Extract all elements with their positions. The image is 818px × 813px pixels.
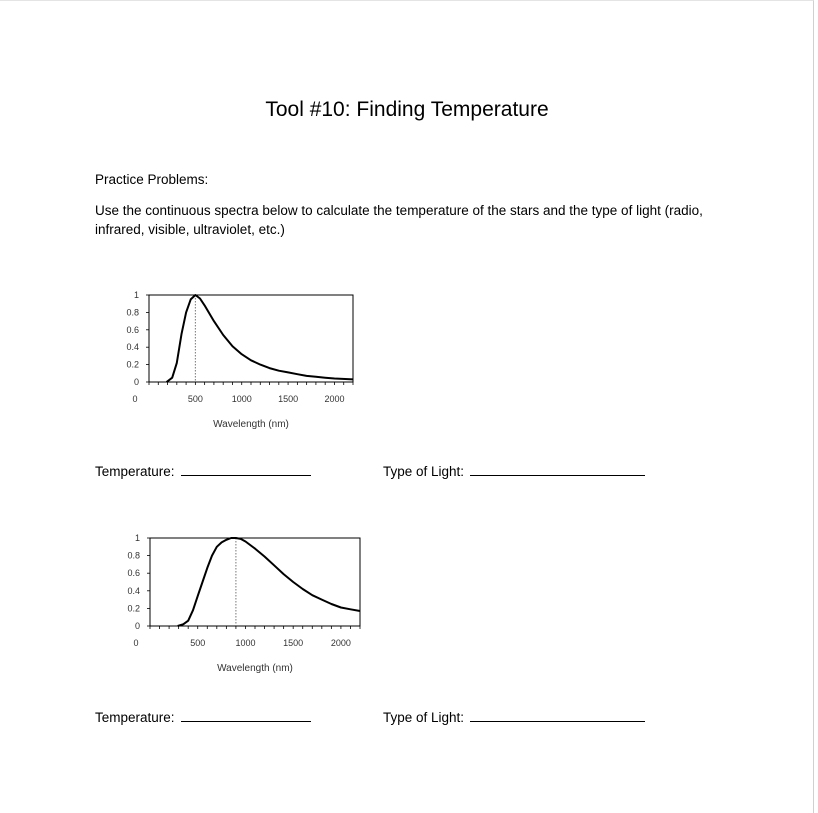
x-tick-label: 1000 bbox=[235, 638, 256, 648]
x-tick-label: 2000 bbox=[330, 638, 351, 648]
spectrum-curve bbox=[167, 295, 353, 382]
spectrum-chart-2 bbox=[100, 528, 370, 683]
temperature-blank[interactable] bbox=[181, 463, 311, 476]
y-tick-label: 0.8 bbox=[127, 550, 140, 561]
x-tick-label: 0 bbox=[132, 394, 138, 404]
spectrum-curve bbox=[178, 538, 360, 626]
y-tick-label: 0 bbox=[133, 377, 139, 387]
x-tick-label: 1500 bbox=[283, 638, 304, 648]
y-tick-label: 0.6 bbox=[126, 324, 139, 335]
x-tick-label: 2000 bbox=[324, 394, 345, 404]
light-type-blank[interactable] bbox=[470, 463, 645, 476]
spectrum-chart-1 bbox=[100, 285, 370, 440]
instructions-text: Use the continuous spectra below to calculate the temperature of the stars and the type of light (radio, infrared, visible, ultraviolet, etc.) bbox=[95, 203, 703, 237]
plot-frame bbox=[150, 538, 360, 626]
temperature-field-2 bbox=[95, 709, 311, 725]
y-tick-label: 0.4 bbox=[127, 585, 140, 596]
y-tick-label: 1 bbox=[134, 533, 140, 543]
x-axis-label: Wavelength (nm) bbox=[217, 663, 293, 674]
y-tick-label: 0.2 bbox=[127, 603, 140, 614]
temperature-blank[interactable] bbox=[181, 709, 311, 722]
y-tick-label: 1 bbox=[133, 290, 139, 300]
y-tick-label: 0.8 bbox=[126, 307, 139, 318]
x-tick-label: 500 bbox=[187, 394, 203, 404]
y-tick-label: 0.6 bbox=[127, 568, 140, 579]
temperature-label: Temperature: bbox=[95, 464, 175, 479]
light-type-blank[interactable] bbox=[470, 709, 645, 722]
light-type-field-1 bbox=[383, 463, 645, 479]
light-type-label: Type of Light: bbox=[383, 464, 465, 479]
temperature-label: Temperature: bbox=[95, 710, 175, 725]
practice-heading: Practice Problems: bbox=[95, 172, 209, 187]
page-title: Tool #10: Finding Temperature bbox=[265, 98, 549, 121]
temperature-field-1 bbox=[95, 463, 311, 479]
x-tick-label: 1000 bbox=[231, 394, 252, 404]
y-tick-label: 0.2 bbox=[126, 359, 139, 370]
x-tick-label: 1500 bbox=[278, 394, 299, 404]
x-axis-label: Wavelength (nm) bbox=[213, 419, 289, 430]
x-tick-label: 0 bbox=[133, 638, 139, 648]
plot-frame bbox=[149, 295, 353, 382]
y-tick-label: 0.4 bbox=[126, 342, 139, 353]
light-type-label: Type of Light: bbox=[383, 710, 465, 725]
light-type-field-2 bbox=[383, 709, 645, 725]
x-tick-label: 500 bbox=[190, 638, 206, 648]
y-tick-label: 0 bbox=[134, 621, 140, 631]
